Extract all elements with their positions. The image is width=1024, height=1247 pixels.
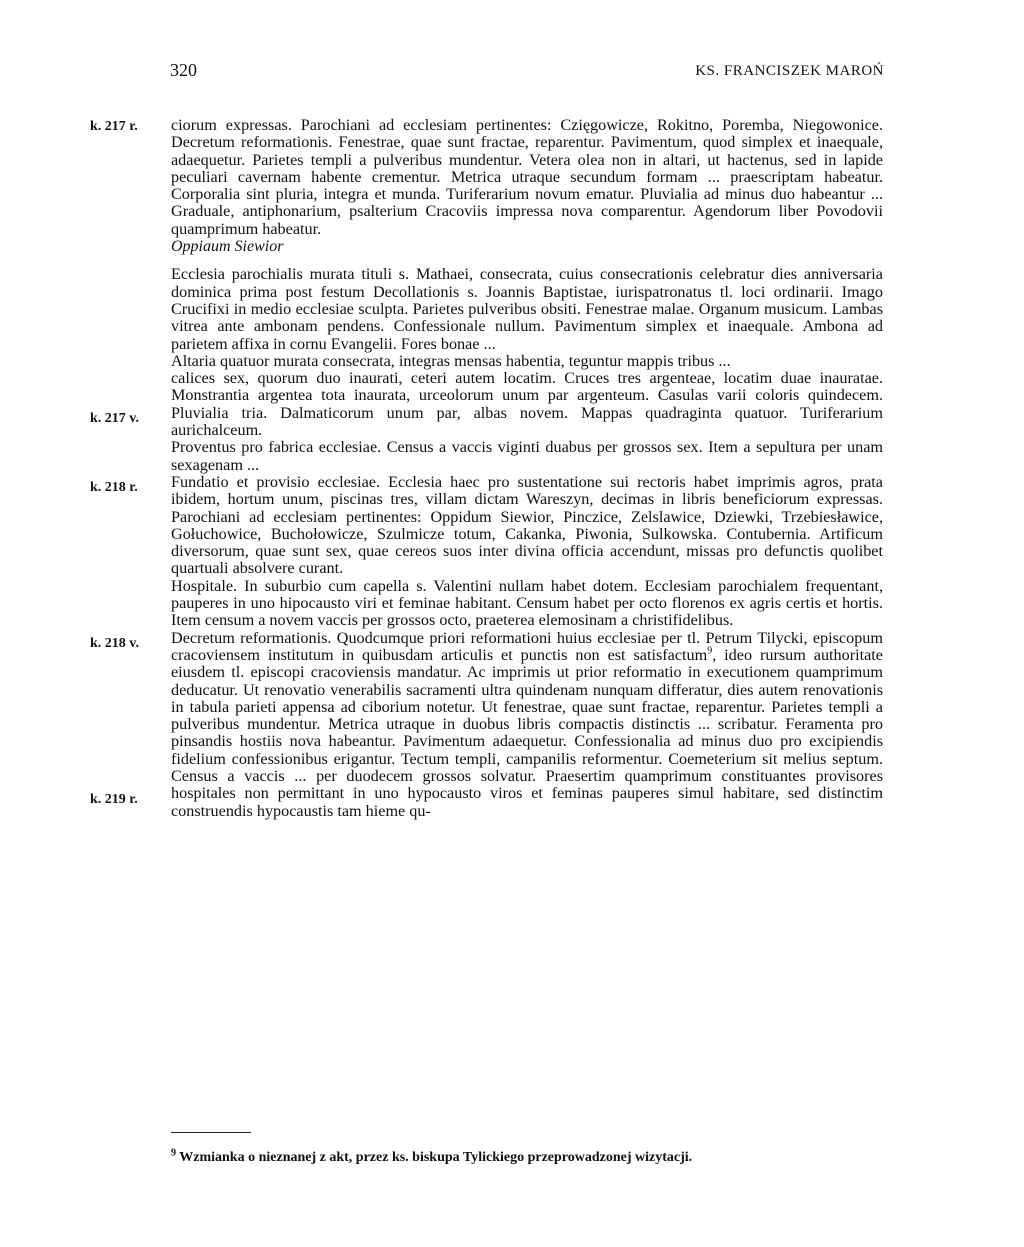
margin-note-folio: k. 217 v. [90, 411, 140, 426]
margin-note-folio: k. 219 r. [90, 792, 138, 807]
text-run: Decretum reformationis. Quodcumque priori reformationi huius ecclesiae per tl. Petrum Tilycki, episcopum cracoviensem institutum in quibusdam articulis et punctis non est satisfactum [171, 628, 883, 664]
page-number: 320 [170, 60, 197, 80]
footnote [171, 1148, 883, 1167]
text-paragraph: Proventus pro fabrica ecclesiae. Census a vaccis viginti duabus per grossos sex. Item a sepultura per unam sexagenam ... [171, 438, 883, 474]
text-paragraph [171, 630, 883, 820]
footnote-reference: 9 [707, 645, 713, 657]
margin-note-folio: k. 218 r. [90, 480, 138, 495]
text-paragraph: Ecclesia parochialis murata tituli s. Mathaei, consecrata, cuius consecrationis celebratur dies anniversaria dominica prima post festum Decollationis s. Joannis Baptistae, iurispatronatus tl. loci ordinarii. Imago Crucifixi in medio ecclesiae sculpta. Parietes pulveribus obsiti. Fenestrae malae. Organum musicum. Lambas vitrea ante ambonam pendens. Confessionale nullum. Pavimentum simplex et inaequale. Ambona ad parietem affixa in cornu Evangelii. Fores bonae ... [171, 265, 883, 353]
text-paragraph: Altaria quatuor murata consecrata, integras mensas habentia, teguntur mappis tribus ... [171, 351, 731, 370]
footnote-text: Wzmianka o nieznanej z akt, przez ks. biskupa Tylickiego przeprowadzonej wizytacji. [179, 1150, 693, 1165]
margin-note-folio: k. 218 v. [90, 636, 140, 651]
running-head: KS. FRANCISZEK MAROŃ [695, 63, 884, 79]
text-paragraph: ciorum expressas. Parochiani ad ecclesiam pertinentes: Czięgowicze, Rokitno, Poremba, Niegowonice. Decretum reformationis. Fenestrae, quae sunt fractae, reparentur. Pavimentum, quod simplex et inaequale, adaequetur. Parietes templi a pulveribus mundentur. Vetera olea non in altari, ut hactenus, sed in lapide peculiari cavernam habente crementur. Metrica utraque secundum formam ... praescriptam habeatur. Corporalia sint pluria, integra et munda. Turiferarium novum ematur. Pluvialia ad minus duo habeantur ... Graduale, antiphonarium, psalterium Cracoviis impressa nova comparentur. Agendorum liber Povodovii quamprimum habeatur. [171, 116, 883, 238]
footnote-divider [171, 1132, 251, 1133]
text-run: , ideo rursum authoritate eiusdem tl. episcopi cracoviensis mandatur. Ac imprimis ut prior reformatio in executionem quamprimum deducatur. Ut renovatio venerabilis sacramenti ultra quindenam nunquam differatur, dies autem renovationis in tabula parieti appensa ad ciborium notetur. Ut fenestrae, quae sunt fractae, reparentur. Parietes templi a pulveribus mundentur. Metrica utraque in duobus libris compactis distinctis ... scribatur. Feramenta pro pinsandis hostiis nova habeantur. Pavimentum adaequetur. Confessionalia ad minus duo pro excipiendis fidelium confessionibus erigantur. Tectum templi, campanilis reformentur. Coemeterium sit melius septum. Census a vaccis ... per duodecem grossos solvatur. Praesertim quamprimum constituantes provisores hospitales non permittant in uno hypocausto viros et feminas pauperes simul habitare, sed distinctim construendis hypocaustis tam hieme qu- [171, 645, 883, 820]
footnote-marker: 9 [171, 1147, 176, 1159]
main-text [171, 117, 883, 820]
page-header [0, 60, 1024, 90]
margin-note-folio: k. 217 r. [90, 119, 138, 134]
text-paragraph: calices sex, quorum duo inaurati, ceteri autem locatim. Cruces tres argenteae, locatim duae inauratae. Monstrantia argentea tota inaurata, urceolorum unum par argenteum. Casulas varii coloris quindecem. Pluvialia tria. Dalmaticorum unum par, albas novem. Mappas quadraginta quatuor. Turiferarium aurichalceum. [171, 369, 883, 440]
section-heading: Oppiaum Siewior [171, 238, 284, 256]
text-paragraph: Fundatio et provisio ecclesiae. Ecclesia haec pro sustentatione sui rectoris habet imprimis agros, prata ibidem, hortum unum, piscinas tres, villam dictam Wareszyn, decimas in libris beneficiorum expressas. Parochiani ad ecclesiam pertinentes: Oppidum Siewior, Pinczice, Zelslawice, Dziewki, Trzebiesławice, Gołuchowice, Buchołowicze, Szulmicze totum, Cakanka, Piwonia, Sulkowska. Contubernia. Artificum diversorum, quae sunt sex, quae cereos suos inter divina officia accendunt, missas pro defunctis quolibet quartuali absolvere curant. [171, 472, 883, 578]
text-paragraph: Hospitale. In suburbio cum capella s. Valentini nullam habet dotem. Ecclesiam parochialem frequentant, pauperes in uno hipocausto viri et feminae habitant. Censum habet per octo florenos ex agris certis et hortis. Item censum a novem vaccis per grossos octo, praeterea elemosinam a christifidelibus. [171, 576, 883, 630]
